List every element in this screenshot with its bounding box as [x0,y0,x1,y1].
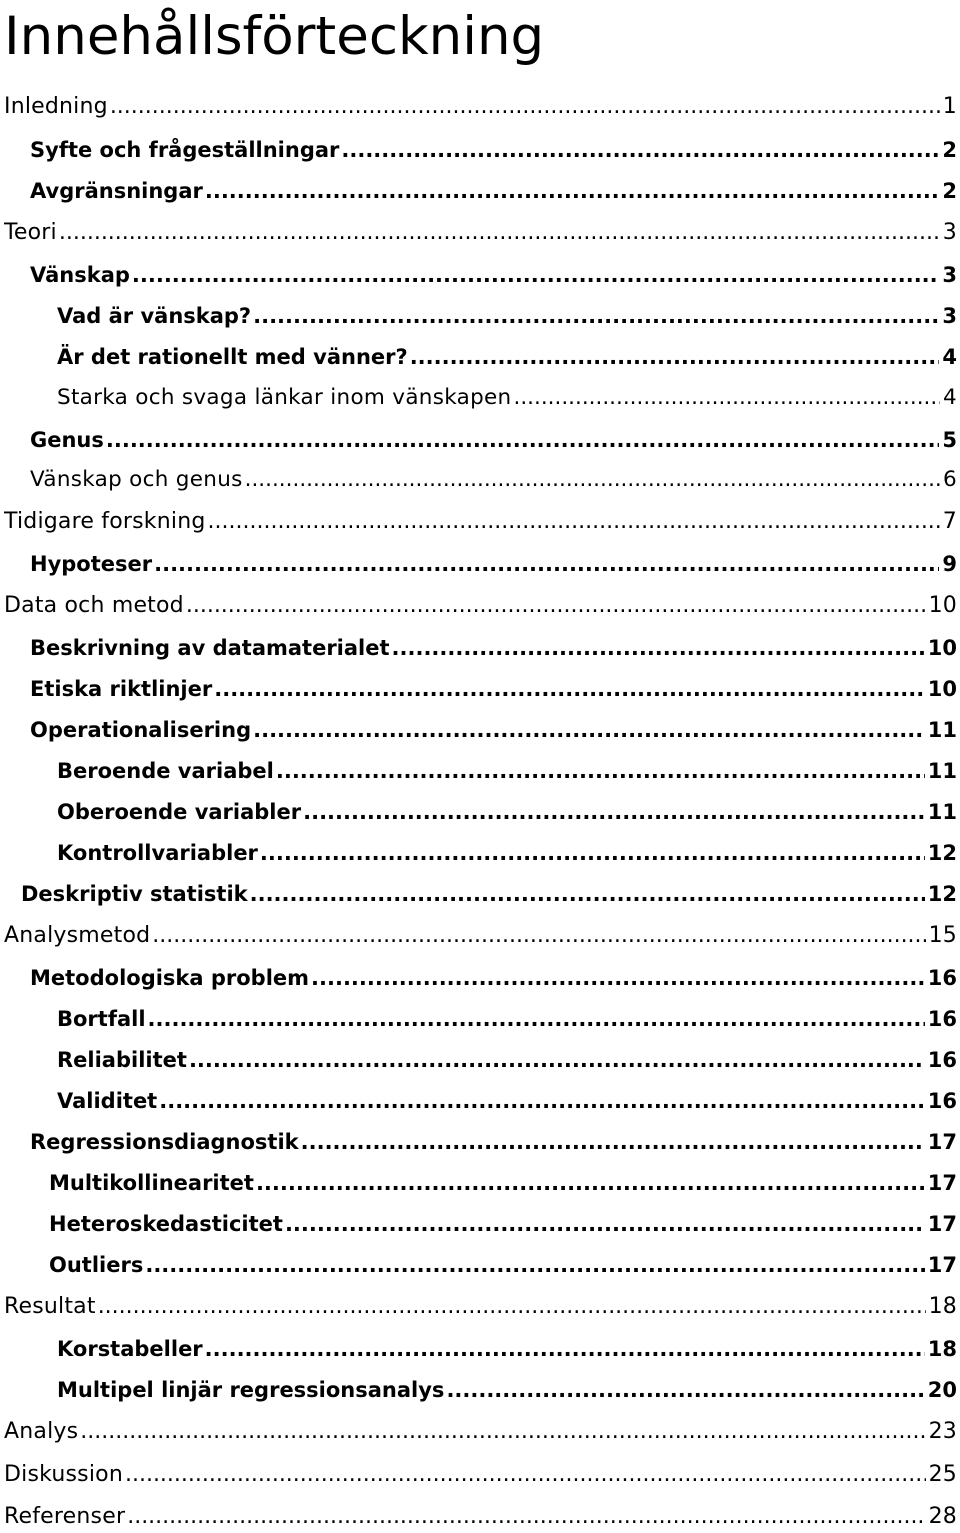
toc-entry-page: 17 [927,1171,957,1195]
toc-dot-leader [446,1374,924,1406]
toc-entry-label: Syfte och frågeställningar [30,138,340,162]
toc-dot-leader [132,259,939,291]
toc-entry[interactable] [57,796,957,828]
toc-entry-label: Starka och svaga länkar inom vänskapen [57,385,512,410]
toc-entry-label: Kontrollvariabler [57,841,258,865]
toc-dot-leader [253,714,925,746]
toc-entry-page: 2 [942,138,957,162]
toc-dot-leader [253,300,939,332]
toc-entry-page: 28 [928,1504,957,1529]
toc-entry-page: 10 [927,677,957,701]
toc-entry[interactable] [30,962,957,994]
toc-entry[interactable] [30,632,957,664]
toc-entry-label: Reliabilitet [57,1048,187,1072]
toc-entry-label: Vänskap [30,263,130,287]
toc-dot-leader [152,920,925,952]
toc-entry[interactable] [30,259,957,291]
toc-dot-leader [513,382,940,414]
toc-entry-page: 1 [942,94,957,119]
toc-entry-page: 10 [927,636,957,660]
toc-dot-leader [260,837,925,869]
toc-entry-page: 17 [927,1130,957,1154]
toc-entry-page: 16 [927,966,957,990]
toc-entry[interactable] [49,1208,957,1240]
toc-entry-label: Avgränsningar [30,179,203,203]
toc-entry[interactable] [30,424,957,456]
toc-entry-page: 11 [927,800,957,824]
toc-entry[interactable] [57,1044,957,1076]
page-title: Innehållsförteckning [4,6,545,67]
toc-entry-page: 15 [928,923,957,948]
toc-entry-label: Analysmetod [4,923,151,948]
toc-dot-leader [245,464,940,496]
toc-entry-page: 2 [942,179,957,203]
toc-entry[interactable] [57,1003,957,1035]
toc-entry-label: Inledning [4,94,108,119]
toc-dot-leader [110,91,940,123]
toc-entry-label: Resultat [4,1294,96,1319]
toc-entry-page: 18 [928,1294,957,1319]
toc-entry-label: Beskrivning av datamaterialet [30,636,390,660]
toc-dot-leader [159,1085,925,1117]
toc-entry[interactable] [30,548,957,580]
toc-entry[interactable] [4,217,957,249]
toc-entry[interactable] [57,837,957,869]
toc-dot-leader [250,878,925,910]
toc-dot-leader [80,1416,925,1448]
toc-dot-leader [392,632,925,664]
toc-entry-page: 16 [927,1007,957,1031]
toc-entry-label: Metodologiska problem [30,966,310,990]
toc-entry-page: 10 [928,593,957,618]
toc-dot-leader [59,217,940,249]
toc-dot-leader [154,548,939,580]
toc-entry-page: 3 [942,220,957,245]
toc-dot-leader [256,1167,925,1199]
toc-dot-leader [98,1291,926,1323]
toc-entry-page: 17 [927,1212,957,1236]
toc-entry-label: Vad är vänskap? [57,304,252,328]
toc-entry-label: Bortfall [57,1007,146,1031]
toc-dot-leader [410,341,940,373]
toc-entry-page: 16 [927,1048,957,1072]
toc-entry[interactable] [4,590,957,622]
toc-entry-page: 23 [928,1419,957,1444]
toc-dot-leader [189,1044,925,1076]
toc-entry-label: Heteroskedasticitet [49,1212,283,1236]
toc-entry-label: Korstabeller [57,1337,203,1361]
toc-entry-label: Etiska riktlinjer [30,677,213,701]
toc-entry[interactable] [21,878,957,910]
toc-entry-label: Diskussion [4,1462,123,1487]
toc-entry[interactable] [57,1374,957,1406]
toc-entry-label: Regressionsdiagnostik [30,1130,299,1154]
toc-entry-page: 6 [943,467,957,492]
toc-entry[interactable] [30,464,957,496]
toc-entry-page: 16 [927,1089,957,1113]
toc-entry[interactable] [4,1459,957,1491]
toc-entry-label: Är det rationellt med vänner? [57,345,408,369]
toc-dot-leader [205,1333,925,1365]
toc-entry[interactable] [4,1416,957,1448]
toc-entry[interactable] [30,134,957,166]
toc-dot-leader [205,175,940,207]
toc-entry-label: Beroende variabel [57,759,274,783]
toc-entry-label: Operationalisering [30,718,252,742]
toc-entry-page: 11 [927,759,957,783]
toc-entry-label: Validitet [57,1089,158,1113]
toc-entry[interactable] [57,341,957,373]
toc-dot-leader [125,1459,926,1491]
toc-entry-label: Tidigare forskning [4,509,206,534]
toc-entry[interactable] [4,91,957,123]
toc-entry-page: 5 [942,428,957,452]
toc-entry-label: Oberoende variabler [57,800,302,824]
toc-entry-page: 3 [942,304,957,328]
toc-dot-leader [208,506,940,538]
toc-entry-label: Deskriptiv statistik [21,882,248,906]
toc-dot-leader [301,1126,925,1158]
toc-entry-page: 7 [942,509,957,534]
toc-dot-leader [303,796,925,828]
toc-entry-label: Teori [4,220,57,245]
toc-entry[interactable] [4,506,957,538]
toc-entry-page: 18 [927,1337,957,1361]
toc-dot-leader [127,1501,925,1533]
toc-entry[interactable] [57,1085,957,1117]
toc-dot-leader [186,590,926,622]
toc-entry-page: 11 [927,718,957,742]
toc-entry-page: 17 [927,1253,957,1277]
toc-dot-leader [285,1208,925,1240]
toc-entry[interactable] [4,1291,957,1323]
toc-dot-leader [145,1249,924,1281]
toc-entry-label: Vänskap och genus [30,467,243,492]
toc-entry-label: Hypoteser [30,552,153,576]
toc-entry-label: Outliers [49,1253,144,1277]
toc-entry-label: Analys [4,1419,79,1444]
toc-entry-page: 12 [927,882,957,906]
toc-entry-page: 4 [942,345,957,369]
toc-entry-page: 4 [943,385,957,410]
toc-entry-page: 12 [927,841,957,865]
toc-entry[interactable] [57,755,957,787]
toc-dot-leader [341,134,939,166]
toc-entry-label: Multipel linjär regressionsanalys [57,1378,445,1402]
toc-entry-page: 20 [927,1378,957,1402]
toc-dot-leader [311,962,925,994]
toc-entry-page: 3 [942,263,957,287]
toc-entry[interactable] [30,714,957,746]
toc-entry-page: 9 [942,552,957,576]
toc-entry[interactable] [57,1333,957,1365]
toc-entry-label: Data och metod [4,593,184,618]
toc-entry[interactable] [49,1249,957,1281]
toc-entry[interactable] [30,175,957,207]
toc-dot-leader [106,424,939,456]
toc-entry[interactable] [30,673,957,705]
toc-dot-leader [148,1003,925,1035]
toc-entry[interactable] [30,1126,957,1158]
toc-dot-leader [214,673,925,705]
toc-entry[interactable] [4,920,957,952]
toc-entry-label: Multikollinearitet [49,1171,254,1195]
toc-entry[interactable] [49,1167,957,1199]
toc-entry-label: Referenser [4,1504,126,1529]
toc-entry[interactable] [4,1501,957,1533]
toc-entry[interactable] [57,300,957,332]
toc-entry[interactable] [57,382,957,414]
toc-dot-leader [276,755,925,787]
toc-entry-page: 25 [928,1462,957,1487]
toc-entry-label: Genus [30,428,104,452]
